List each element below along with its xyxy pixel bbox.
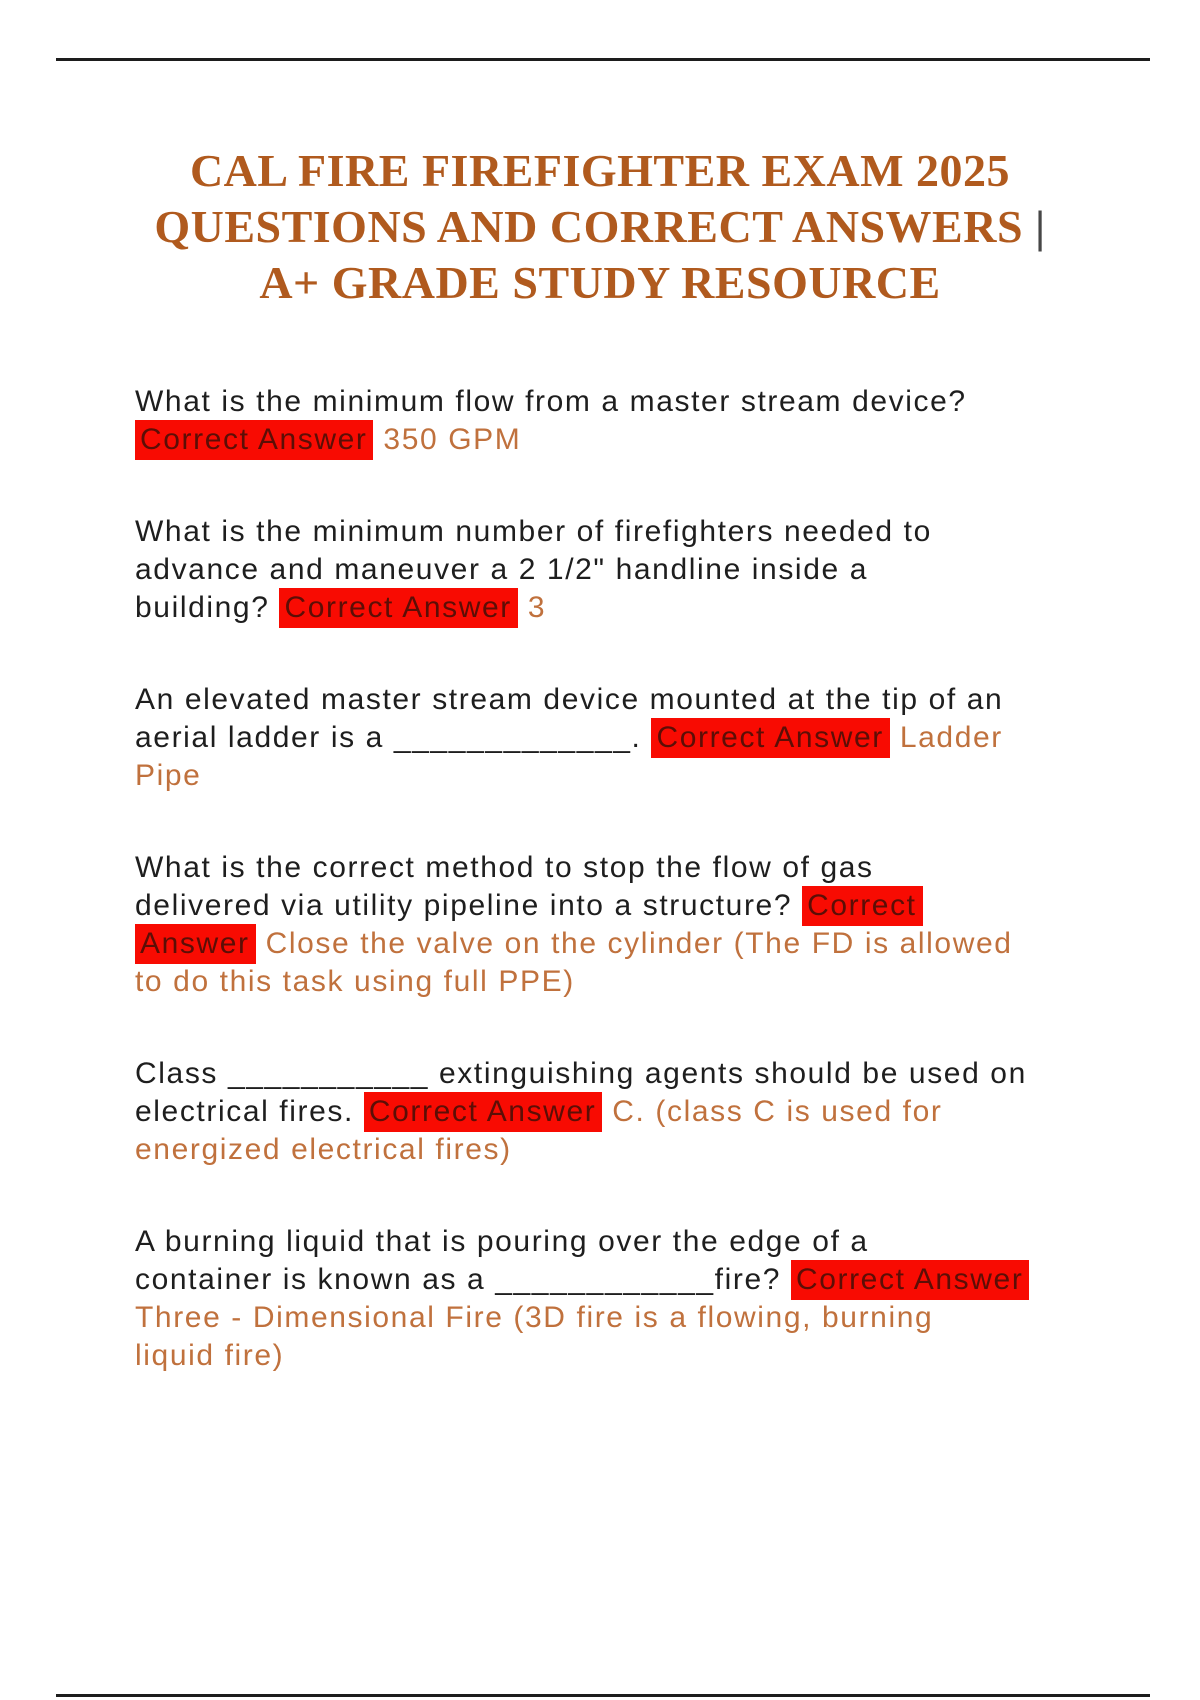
correct-answer-highlight: Correct Answer — [135, 420, 373, 460]
answer-text: 350 GPM — [373, 423, 522, 456]
question-text: A burning liquid that is pouring over the edge of a — [135, 1225, 869, 1258]
answer-text: Pipe — [135, 759, 202, 792]
answer-text: Ladder — [889, 721, 1003, 754]
qa-line — [135, 1093, 1135, 1131]
qa-line — [135, 1223, 1135, 1261]
page-title-line-1: CAL FIRE FIREFIGHTER EXAM 2025 — [189, 145, 1011, 196]
qa-line — [135, 757, 1135, 795]
correct-answer-highlight: Correct Answer — [364, 1092, 602, 1132]
qa-line — [135, 1055, 1135, 1093]
question-text: advance and maneuver a 2 1/2" handline inside a — [135, 553, 868, 586]
qa-line — [135, 849, 1135, 887]
qa-block-5 — [135, 1055, 1135, 1169]
answer-text: 3 — [517, 591, 547, 624]
answer-text: to do this task using full PPE) — [135, 965, 575, 998]
qa-block-4 — [135, 849, 1135, 1001]
qa-line — [135, 1261, 1135, 1299]
page-title-line-2: QUESTIONS AND CORRECT ANSWERS | — [154, 201, 1046, 252]
qa-block-1 — [135, 383, 1135, 459]
question-text: What is the correct method to stop the flow of gas — [135, 851, 874, 884]
title-separator: | — [1035, 201, 1046, 252]
question-text: What is the minimum flow from a master stream device? — [135, 385, 967, 418]
question-text: Class ___________ extinguishing agents should be used on — [135, 1057, 1027, 1090]
top-horizontal-rule — [56, 58, 1150, 61]
qa-line — [135, 719, 1135, 757]
answer-text: Three - Dimensional Fire (3D fire is a flowing, burning — [135, 1301, 934, 1334]
qa-line — [135, 925, 1135, 963]
qa-line — [135, 383, 1135, 421]
bottom-horizontal-rule — [56, 1694, 1150, 1697]
correct-answer-highlight: Correct Answer — [279, 588, 517, 628]
qa-block-3 — [135, 681, 1135, 795]
answer-text: liquid fire) — [135, 1339, 285, 1372]
correct-answer-highlight: Correct Answer — [651, 718, 889, 758]
qa-line — [135, 421, 1135, 459]
qa-line — [135, 887, 1135, 925]
qa-line — [135, 513, 1135, 551]
answer-text: energized electrical fires) — [135, 1133, 512, 1166]
correct-answer-highlight: Correct — [802, 886, 923, 926]
question-text: electrical fires. — [135, 1095, 364, 1128]
qa-line — [135, 589, 1135, 627]
qa-line — [135, 681, 1135, 719]
qa-line — [135, 551, 1135, 589]
correct-answer-highlight: Answer — [135, 924, 256, 964]
answer-text: Close the valve on the cylinder (The FD is allowed — [255, 927, 1013, 960]
qa-line — [135, 1299, 1135, 1337]
qa-line — [135, 1337, 1135, 1375]
answer-text: C. (class C is used for — [602, 1095, 943, 1128]
qa-block-6 — [135, 1223, 1135, 1375]
qa-content — [135, 383, 1135, 1429]
question-text: An elevated master stream device mounted at the tip of an — [135, 683, 1004, 716]
qa-line — [135, 1131, 1135, 1169]
qa-block-2 — [135, 513, 1135, 627]
correct-answer-highlight: Correct Answer — [791, 1260, 1029, 1300]
page-title-line-3: A+ GRADE STUDY RESOURCE — [259, 257, 941, 308]
question-text: delivered via utility pipeline into a structure? — [135, 889, 803, 922]
qa-line — [135, 963, 1135, 1001]
question-text: building? — [135, 591, 280, 624]
question-text: aerial ladder is a _____________. — [135, 721, 652, 754]
question-text: container is known as a ____________fire? — [135, 1263, 791, 1296]
question-text: What is the minimum number of firefighters needed to — [135, 515, 932, 548]
page-title — [0, 143, 1200, 311]
